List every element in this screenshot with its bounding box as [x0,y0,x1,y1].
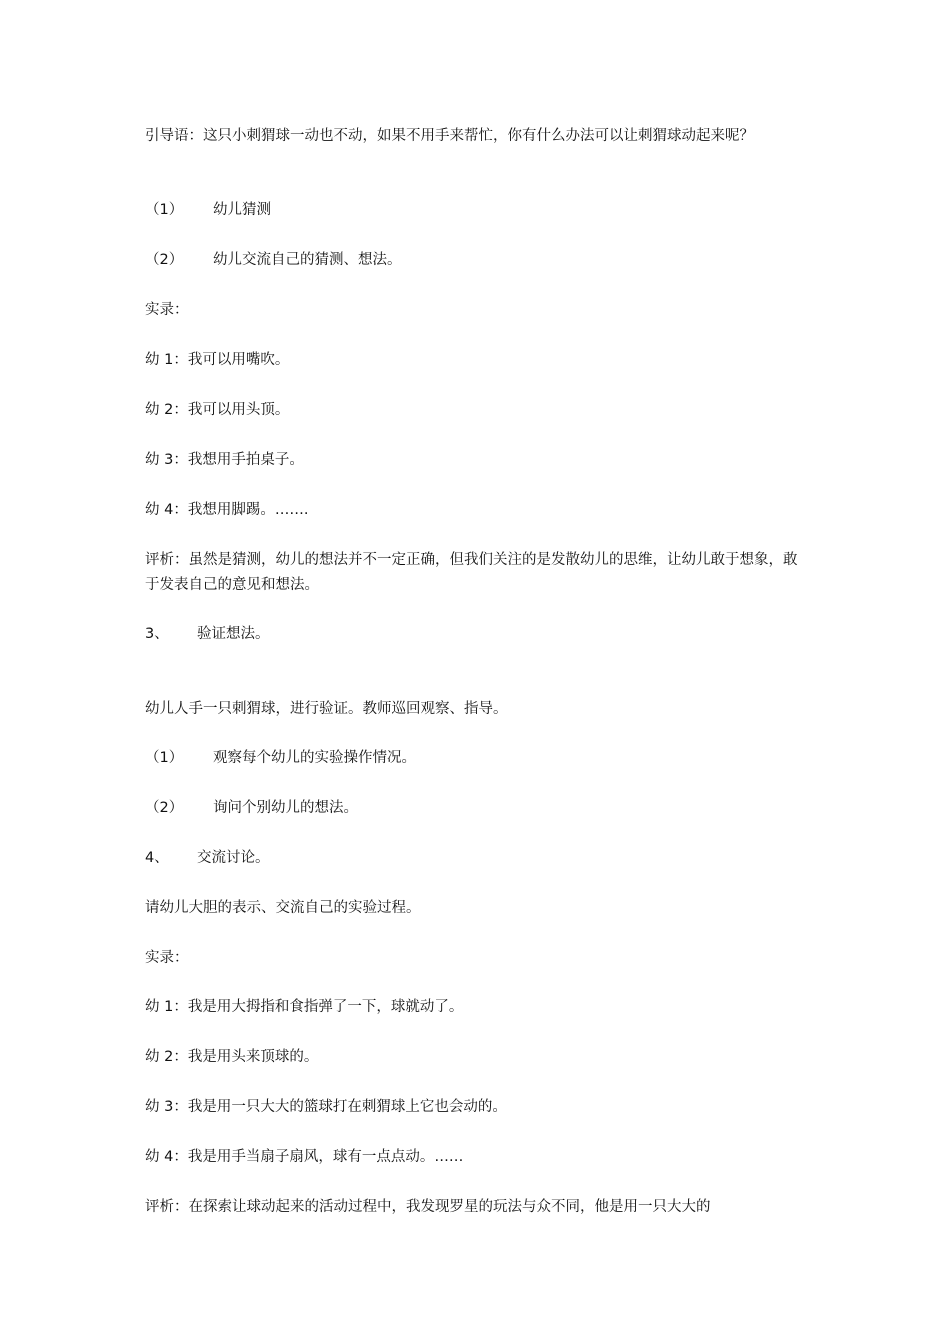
item-text: 幼儿猜测 [213,202,271,218]
paragraph [145,448,810,473]
item-number: （2） [145,252,184,268]
paragraph [145,946,810,971]
paragraph-text: 幼 4：我是用手当扇子扇风，球有一点点动。…… [145,1149,464,1165]
paragraph [145,1095,810,1120]
paragraph-text: 评析：在探索让球动起来的活动过程中，我发现罗星的玩法与众不同，他是用一只大大的 [145,1199,711,1215]
paragraph [145,697,810,722]
paragraph-text: 幼 3：我是用一只大大的篮球打在刺猬球上它也会动的。 [145,1099,507,1115]
paragraph-text: 幼儿人手一只刺猬球，进行验证。教师巡回观察、指导。 [145,701,508,717]
paragraph-text: 幼 3：我想用手拍桌子。 [145,452,304,468]
paragraph-analysis [145,548,810,598]
numbered-item [145,796,810,821]
paragraph-text: 幼 2：我是用头来顶球的。 [145,1049,319,1065]
item-number: （2） [145,800,184,816]
paragraph-text: 引导语：这只小刺猬球一动也不动，如果不用手来帮忙，你有什么办法可以让刺猬球动起来呢？ [145,128,754,144]
section-title: 交流讨论。 [197,850,270,866]
paragraph [145,348,810,373]
paragraph [145,1145,810,1170]
item-text: 询问个别幼儿的想法。 [213,800,358,816]
paragraph [145,398,810,423]
paragraph [145,498,810,523]
paragraph-text: 请幼儿大胆的表示、交流自己的实验过程。 [145,900,421,916]
paragraph [145,896,810,921]
paragraph [145,995,810,1020]
paragraph-text: 实录： [145,302,189,318]
numbered-item [145,746,810,771]
item-number: （1） [145,202,184,218]
paragraph-text: 幼 4：我想用脚踢。……. [145,502,309,518]
section-heading [145,622,810,647]
paragraph [145,1045,810,1070]
item-text: 幼儿交流自己的猜测、想法。 [213,252,402,268]
paragraph-analysis [145,1195,810,1220]
section-number: 3、 [145,626,169,642]
item-text: 观察每个幼儿的实验操作情况。 [213,750,416,766]
paragraph [145,298,810,323]
paragraph-text: 评析：虽然是猜测，幼儿的想法并不一定正确，但我们关注的是发散幼儿的思维，让幼儿敢于想象，敢于发表自己的意见和想法。 [145,552,798,593]
item-number: （1） [145,750,184,766]
section-heading [145,846,810,871]
numbered-item [145,198,810,223]
paragraph-text: 幼 2：我可以用头顶。 [145,402,290,418]
paragraph-intro [145,124,810,149]
section-title: 验证想法。 [197,626,270,642]
numbered-item [145,248,810,273]
section-number: 4、 [145,850,169,866]
paragraph-text: 幼 1：我可以用嘴吹。 [145,352,290,368]
paragraph-text: 实录： [145,950,189,966]
paragraph-text: 幼 1：我是用大拇指和食指弹了一下，球就动了。 [145,999,464,1015]
